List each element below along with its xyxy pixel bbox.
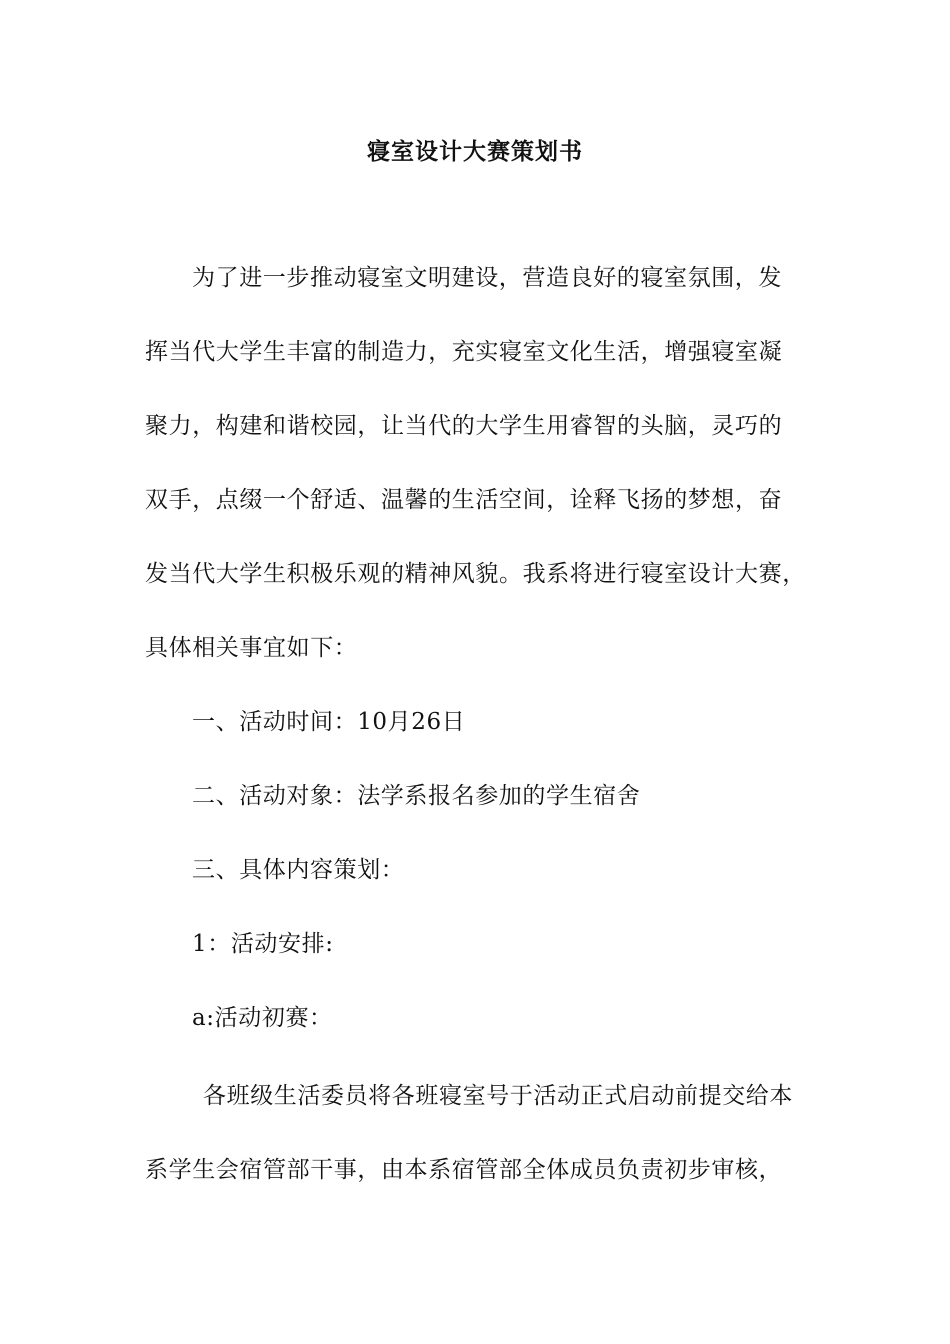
subsection-heading: 1：活动安排:: [192, 931, 334, 957]
paragraph-line: 各班级生活委员将各班寝室号于活动正式启动前提交给本: [203, 1083, 793, 1109]
paragraph-line: 系学生会宿管部干事，由本系宿管部全体成员负责初步审核，: [145, 1157, 783, 1183]
paragraph-line: 发当代大学生积极乐观的精神风貌。我系将进行寝室设计大赛，: [145, 561, 806, 587]
paragraph-line: 聚力，构建和谐校园，让当代的大学生用睿智的头脑，灵巧的: [145, 413, 783, 439]
section-heading: 二、活动对象：法学系报名参加的学生宿舍: [192, 783, 641, 809]
paragraph-line: 具体相关事宜如下：: [145, 635, 358, 661]
subsection-heading: a:活动初赛：: [192, 1005, 333, 1031]
paragraph-line: 挥当代大学生丰富的制造力，充实寝室文化生活，增强寝室凝: [145, 339, 783, 365]
paragraph-line: 为了进一步推动寝室文明建设，营造良好的寝室氛围，发: [192, 265, 782, 291]
section-heading: 一、活动时间：10月26日: [192, 709, 466, 735]
document-title: 寝室设计大赛策划书: [367, 138, 583, 165]
section-heading: 三、具体内容策划：: [192, 857, 405, 883]
paragraph-line: 双手，点缀一个舒适、温馨的生活空间，诠释飞扬的梦想，奋: [145, 487, 783, 513]
